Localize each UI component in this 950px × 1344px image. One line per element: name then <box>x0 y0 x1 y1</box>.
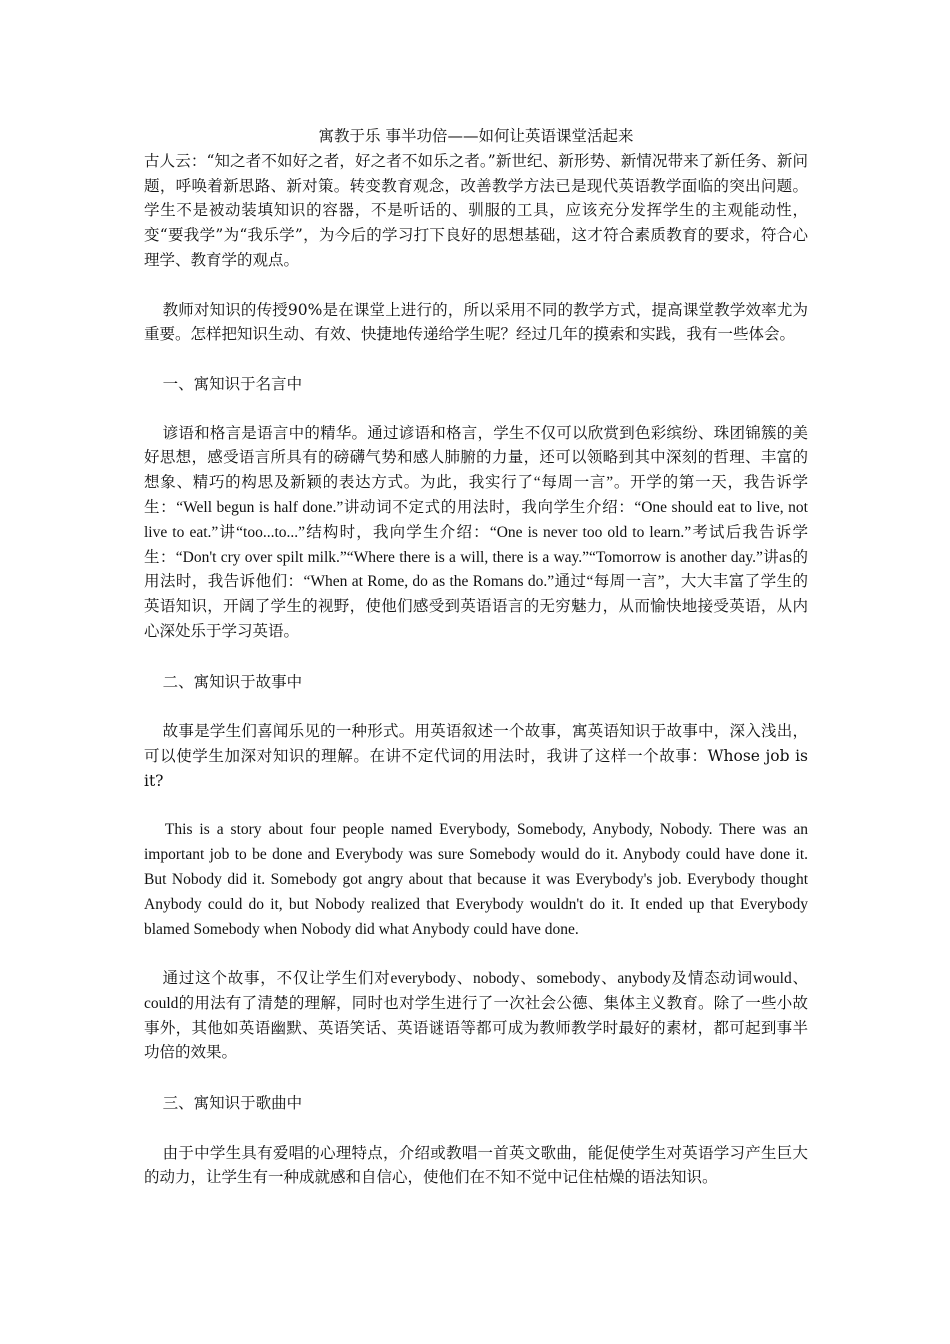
paragraph-intro: 古人云：“知之者不如好之者，好之者不如乐之者。”新世纪、新形势、新情况带来了新任务、新问题，呼唤着新思路、新对策。转变教育观念，改善教学方法已是现代英语教学面临的突出问题。学生不是被动装填知识的容器，不是听话的、驯服的工具，应该充分发挥学生的主观能动性，变“要我学”为“我乐学”，为今后的学习打下良好的思想基础，这才符合素质教育的要求，符合心理学、教育学的观点。 <box>144 151 808 269</box>
document-title: 寓教于乐 事半功倍——如何让英语课堂活起来 <box>318 127 634 145</box>
paragraph-story-english: This is a story about four people named Everybody, Somebody, Anybody, Nobody. There was an important job to be done and Everybody was sure Somebody would do it. Anybody could have done it. But Nobody did it. Somebody got angry about that because it was Everybody's job. Everybody thought Anybody could do it, but Nobody realized that Everybody wouldn't do it. It ended up that Everybody blamed Somebody when Nobody did what Anybody could have done. <box>144 821 808 938</box>
section-heading-3: 三、寓知识于歌曲中 <box>162 1094 303 1113</box>
document-body <box>144 124 808 1215</box>
paragraph-songs: 由于中学生具有爱唱的心理特点，介绍或教唱一首英文歌曲，能促使学生对英语学习产生巨大的动力，让学生有一种成就感和自信心，使他们在不知不觉中记住枯燥的语法知识。 <box>144 1143 808 1187</box>
paragraph-proverbs: 谚语和格言是语言中的精华。通过谚语和格言，学生不仅可以欣赏到色彩缤纷、珠团锦簇的美好思想，感受语言所具有的磅礴气势和感人肺腑的力量，还可以领略到其中深刻的哲理、丰富的想象、精巧的构思及新颖的表达方式。为此，我实行了“每周一言”。开学的第一天，我告诉学生：“Well begun is half done.”讲动词不定式的用法时，我向学生介绍：“One should eat to live, not live to eat.”讲“too...to...”结构时，我向学生介绍：“One is never too old to learn.”考试后我告诉学生：“Don't cry over spilt milk.”“Where there is a will, there is a way.”“Tomorrow is another day.”讲as的用法时，我告诉他们：“When at Rome, do as the Romans do.”通过“每周一言”，大大丰富了学生的英语知识，开阔了学生的视野，使他们感受到英语语言的无穷魅力，从而愉快地接受英语，从内心深处乐于学习英语。 <box>144 424 808 640</box>
section-heading-2: 二、寓知识于故事中 <box>162 672 303 691</box>
paragraph-stories: 故事是学生们喜闻乐见的一种形式。用英语叙述一个故事，寓英语知识于故事中，深入浅出，可以使学生加深对知识的理解。在讲不定代词的用法时，我讲了这样一个故事：Whose job is it? <box>144 722 808 790</box>
paragraph-teaching: 教师对知识的传授90%是在课堂上进行的，所以采用不同的教学方式，提高课堂教学效率尤为重要。怎样把知识生动、有效、快捷地传递给学生呢？经过几年的摸索和实践，我有一些体会。 <box>144 300 808 344</box>
paragraph-story-summary: 通过这个故事，不仅让学生们对everybody、nobody、somebody、anybody及情态动词would、could的用法有了清楚的理解，同时也对学生进行了一次社会公德、集体主义教育。除了一些小故事外，其他如英语幽默、英语笑话、英语谜语等都可成为教师教学时最好的素材，都可起到事半功倍的效果。 <box>144 970 808 1062</box>
section-heading-1: 一、寓知识于名言中 <box>162 374 303 393</box>
